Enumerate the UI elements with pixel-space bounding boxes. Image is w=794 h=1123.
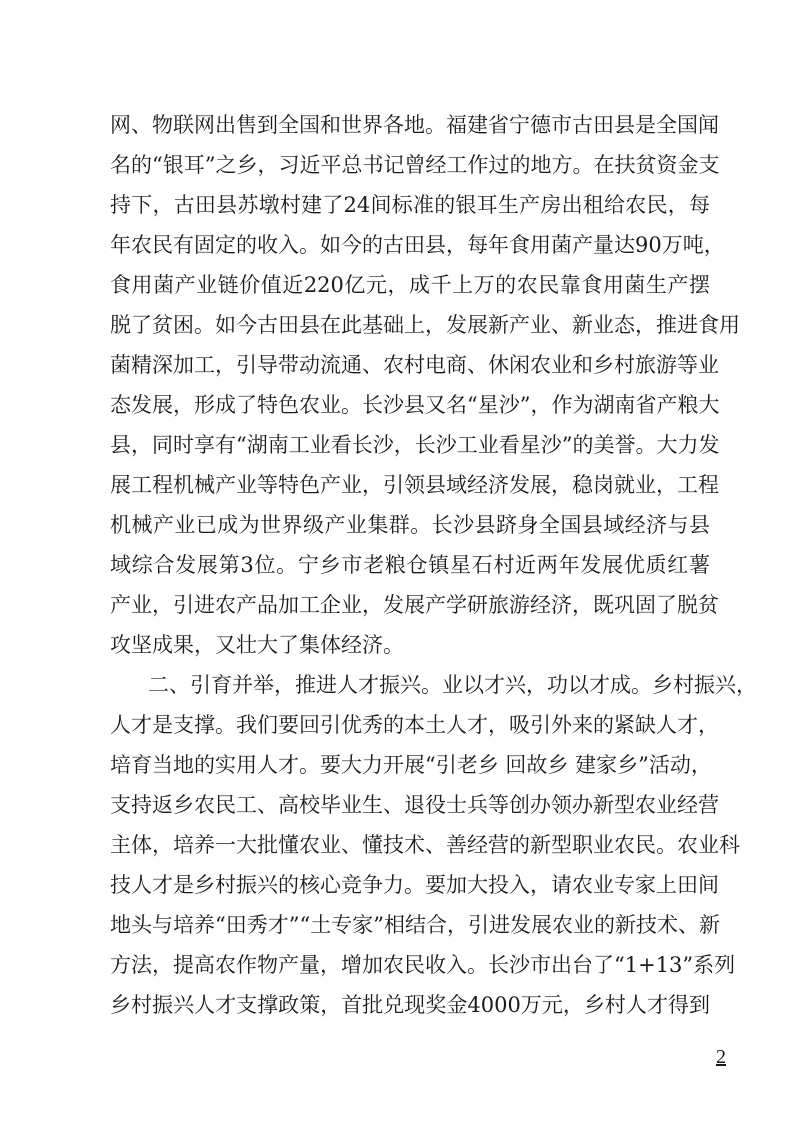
text-line-21: 地头与培养“田秀才”“土专家”相结合，引进发展农业的新技术、新 — [110, 913, 720, 937]
text-line-13: 产业，引进农产品加工企业，发展产学研旅游经济，既巩固了脱贫 — [110, 593, 719, 617]
text-line-9: 县，同时享有“湖南工业看长沙，长沙工业看星沙”的美誉。大力发 — [110, 433, 720, 457]
text-line-19: 主体，培养一大批懂农业、懂技术、善经营的新型职业农民。农业科 — [110, 833, 740, 857]
text-line-18: 支持返乡农民工、高校毕业生、退役士兵等创办领办新型农业经营 — [110, 793, 719, 817]
text-line-17: 培育当地的实用人才。要大力开展“引老乡 回故乡 建家乡”活动， — [110, 753, 712, 777]
text-line-6: 脱了贫困。如今古田县在此基础上，发展新产业、新业态，推进食用 — [110, 313, 740, 337]
text-line-3: 持下，古田县苏墩村建了24间标准的银耳生产房出租给农民，每 — [110, 193, 710, 217]
text-line-2: 名的“银耳”之乡，习近平总书记曾经工作过的地方。在扶贫资金支 — [110, 153, 720, 177]
text-line-1: 网、物联网出售到全国和世界各地。福建省宁德市古田县是全国闻 — [110, 113, 719, 137]
text-line-12: 域综合发展第3位。宁乡市老粮仓镇星石村近两年发展优质红薯 — [110, 553, 710, 577]
text-line-22: 方法，提高农作物产量，增加农民收入。长沙市出台了“1+13”系列 — [110, 953, 736, 977]
text-line-20: 技人才是乡村振兴的核心竞争力。要加大投入，请农业专家上田间 — [110, 873, 719, 897]
text-line-4: 年农民有固定的收入。如今的古田县，每年食用菌产量达90万吨， — [110, 233, 725, 257]
page-number: 2 — [716, 1046, 726, 1068]
text-line-7: 菌精深加工，引导带动流通、农村电商、休闲农业和乡村旅游等业 — [110, 353, 719, 377]
section-heading-line: 二、引育并举，推进人才振兴。业以才兴，功以才成。乡村振兴， — [148, 673, 757, 697]
text-line-5: 食用菌产业链价值近220亿元，成千上万的农民靠食用菌生产摆 — [110, 273, 710, 297]
text-line-14: 攻坚成果，又壮大了集体经济。 — [110, 633, 404, 657]
text-line-16: 人才是支撑。我们要回引优秀的本土人才，吸引外来的紧缺人才， — [110, 713, 719, 737]
text-line-10: 展工程机械产业等特色产业，引领县域经济发展，稳岗就业，工程 — [110, 473, 719, 497]
text-line-8: 态发展，形成了特色农业。长沙县又名“星沙”，作为湖南省产粮大 — [110, 393, 720, 417]
text-line-11: 机械产业已成为世界级产业集群。长沙县跻身全国县域经济与县 — [110, 513, 710, 537]
text-line-23: 乡村振兴人才支撑政策，首批兑现奖金4000万元，乡村人才得到 — [110, 993, 710, 1017]
